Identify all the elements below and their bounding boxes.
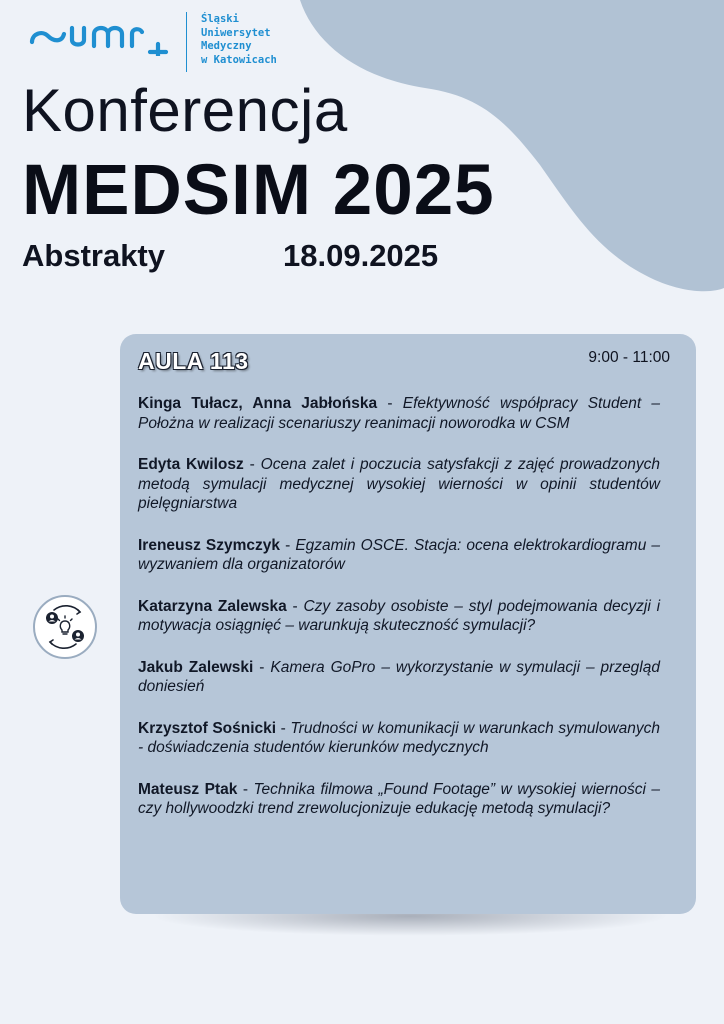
talk-separator: -	[243, 456, 261, 473]
talk-title: Kamera GoPro – wykorzystanie w symulacji – przegląd doniesień	[138, 658, 660, 695]
session-card	[120, 334, 696, 914]
talk-authors: Krzysztof Sośnicki	[138, 719, 277, 737]
talk-separator: -	[377, 395, 403, 412]
talk-item	[138, 780, 660, 819]
title-medsim: MEDSIM 2025	[22, 151, 495, 230]
people-idea-cycle-icon	[32, 594, 98, 660]
talk-authors: Katarzyna Zalewska	[138, 597, 287, 615]
conference-date: 18.09.2025	[283, 238, 439, 273]
talk-title: Egzamin OSCE. Stacja: ocena elektrokardiogramu – wyzwaniem dla organizatorów	[138, 536, 661, 573]
talk-title: Trudności w komunikacji w warunkach symulowanych - doświadczenia studentów kierunków medycznych	[138, 719, 660, 756]
talk-authors: Mateusz Ptak	[138, 780, 238, 798]
talk-list	[138, 394, 660, 841]
talk-item	[138, 658, 660, 697]
talk-authors: Ireneusz Szymczyk	[138, 536, 281, 554]
talk-item	[138, 394, 660, 433]
university-name: Śląski Uniwersytet Medyczny w Katowicach	[201, 13, 277, 66]
logo-divider	[186, 12, 187, 72]
sum-logo-icon	[28, 12, 174, 56]
talk-authors: Edyta Kwilosz	[138, 456, 244, 473]
talk-title: Technika filmowa „Found Footage” w wysokiej wierności – czy hollywoodzki trend zrewolucjonizuje edukację metodą symulacji?	[138, 780, 660, 817]
university-logo	[28, 12, 277, 72]
talk-separator: -	[276, 719, 291, 737]
subtitle-abstrakty: Abstrakty	[22, 238, 165, 273]
talk-item	[138, 597, 660, 636]
talk-title: Ocena zalet i poczucia satysfakcji z zajęć prowadzonych metodą symulacji medycznej wysokiej wierności w opinii studentów pielęgniarstwa	[138, 456, 661, 512]
talk-separator: -	[280, 536, 296, 554]
talk-item	[138, 719, 660, 758]
talk-title: Efektywność współpracy Student – Położna w realizacji scenariuszy reanimacji noworodka w CSM	[138, 395, 660, 432]
room-label: AULA 113	[138, 348, 249, 374]
talk-authors: Kinga Tułacz, Anna Jabłońska	[138, 395, 378, 412]
talk-separator: -	[286, 597, 304, 615]
talk-item	[138, 536, 660, 575]
talk-separator: -	[237, 780, 254, 798]
talk-authors: Jakub Zalewski	[138, 658, 254, 676]
talk-title: Czy zasoby osobiste – styl podejmowania decyzji i motywacja osiągnięć – warunkują skuteczność symulacji?	[138, 597, 661, 634]
title-konferencja: Konferencja	[22, 77, 348, 144]
session-time: 9:00 - 11:00	[588, 349, 670, 366]
talk-separator: -	[253, 658, 271, 676]
talk-item	[138, 455, 660, 514]
